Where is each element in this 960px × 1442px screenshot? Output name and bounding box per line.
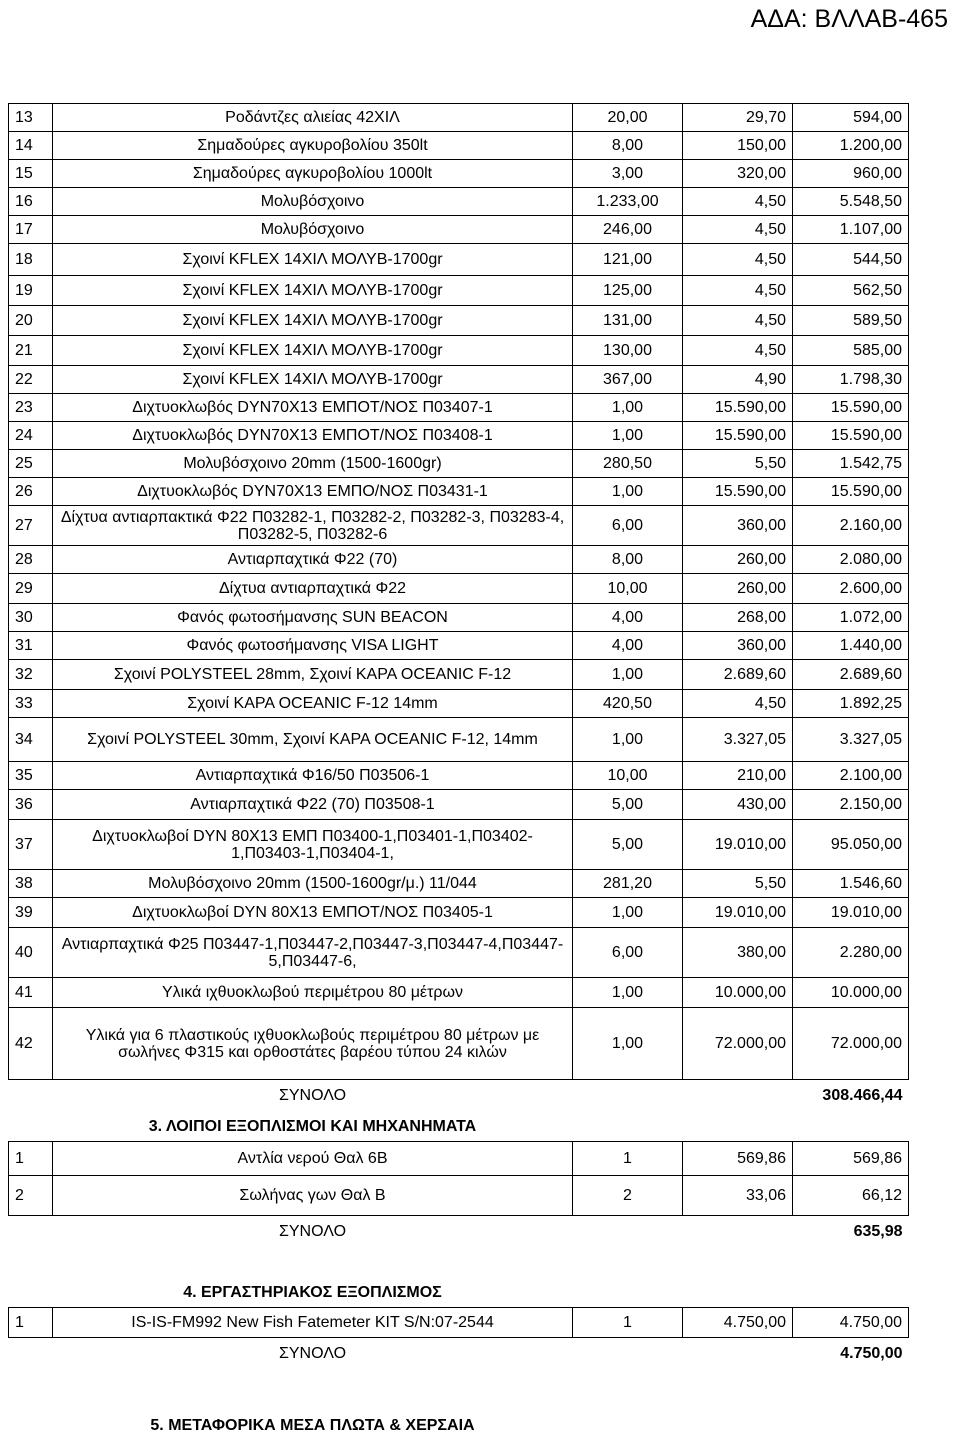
row-description: IS-IS-FM992 New Fish Fatemeter KIT S/N:07-2544 xyxy=(53,1308,573,1338)
section-heading: 5. ΜΕΤΑΦΟΡΙΚΑ ΜΕΣΑ ΠΛΩΤΑ & ΧΕΡΣΑΙΑ xyxy=(150,1416,475,1434)
row-number: 23 xyxy=(9,394,53,422)
section-heading: 3. ΛΟΙΠΟΙ ΕΞΟΠΛΙΣΜΟΙ ΚΑΙ ΜΗΧΑΝΗΜΑΤΑ xyxy=(148,1118,477,1135)
row-number: 2 xyxy=(9,1176,53,1216)
row-quantity: 2 xyxy=(573,1176,683,1216)
row-number: 28 xyxy=(9,546,53,574)
row-unit-price: 5,50 xyxy=(683,870,793,898)
row-description: Αντιαρπαχτικά Φ16/50 Π03506-1 xyxy=(53,762,573,790)
row-unit-price: 72.000,00 xyxy=(683,1008,793,1080)
row-total: 4.750,00 xyxy=(793,1308,909,1338)
row-total: 1.798,30 xyxy=(793,366,909,394)
row-unit-price: 15.590,00 xyxy=(683,422,793,450)
row-unit-price: 360,00 xyxy=(683,506,793,546)
row-number: 16 xyxy=(9,188,53,216)
row-unit-price: 260,00 xyxy=(683,546,793,574)
row-total: 562,50 xyxy=(793,276,909,306)
row-total: 1.200,00 xyxy=(793,132,909,160)
table-row xyxy=(9,632,909,660)
row-number: 30 xyxy=(9,604,53,632)
row-total: 594,00 xyxy=(793,104,909,132)
row-quantity: 1,00 xyxy=(573,478,683,506)
table-row xyxy=(9,690,909,718)
table-row xyxy=(9,336,909,366)
row-number: 41 xyxy=(9,978,53,1008)
table-row xyxy=(9,1008,909,1080)
row-description: Ροδάντζες αλιείας 42ΧΙΛ xyxy=(53,104,573,132)
row-unit-price: 260,00 xyxy=(683,574,793,604)
row-quantity: 5,00 xyxy=(573,820,683,870)
row-description: Αντιαρπαχτικά Φ22 (70) xyxy=(53,546,573,574)
row-total: 1.892,25 xyxy=(793,690,909,718)
items-table xyxy=(8,103,909,1440)
table-row xyxy=(9,478,909,506)
row-number: 36 xyxy=(9,790,53,820)
row-unit-price: 4,50 xyxy=(683,216,793,244)
row-unit-price: 4,50 xyxy=(683,690,793,718)
row-unit-price: 10.000,00 xyxy=(683,978,793,1008)
section-heading: 4. ΕΡΓΑΣΤΗΡΙΑΚΟΣ ΕΞΟΠΛΙΣΜΟΣ xyxy=(183,1284,442,1301)
row-total: 2.689,60 xyxy=(793,660,909,690)
row-description: Σημαδούρες αγκυροβολίου 350lt xyxy=(53,132,573,160)
row-quantity: 131,00 xyxy=(573,306,683,336)
row-quantity: 1,00 xyxy=(573,978,683,1008)
row-total: 2.600,00 xyxy=(793,574,909,604)
row-total: 1.542,75 xyxy=(793,450,909,478)
section-total-row xyxy=(9,1080,909,1112)
table-row xyxy=(9,820,909,870)
row-quantity: 1,00 xyxy=(573,394,683,422)
row-quantity: 1,00 xyxy=(573,1008,683,1080)
row-quantity: 8,00 xyxy=(573,132,683,160)
row-total: 2.160,00 xyxy=(793,506,909,546)
row-description: Δίχτυα αντιαρπακτικά Φ22 Π03282-1, Π03282-2, Π03282-3, Π03283-4, Π03282-5, Π03282-6 xyxy=(53,506,573,546)
table-row xyxy=(9,546,909,574)
table-row xyxy=(9,790,909,820)
row-total: 15.590,00 xyxy=(793,478,909,506)
section-heading-row xyxy=(9,1248,909,1308)
row-unit-price: 380,00 xyxy=(683,928,793,978)
row-unit-price: 4,50 xyxy=(683,188,793,216)
row-unit-price: 4.750,00 xyxy=(683,1308,793,1338)
row-quantity: 1,00 xyxy=(573,422,683,450)
row-unit-price: 320,00 xyxy=(683,160,793,188)
table-row xyxy=(9,422,909,450)
row-unit-price: 430,00 xyxy=(683,790,793,820)
row-quantity: 4,00 xyxy=(573,604,683,632)
row-total: 5.548,50 xyxy=(793,188,909,216)
row-description: Σχοινί KFLEX 14ΧΙΛ ΜΟΛΥΒ-1700gr xyxy=(53,244,573,276)
row-quantity: 367,00 xyxy=(573,366,683,394)
row-quantity: 5,00 xyxy=(573,790,683,820)
section-heading-row xyxy=(9,1112,909,1142)
table-row xyxy=(9,870,909,898)
row-unit-price: 19.010,00 xyxy=(683,898,793,928)
document-code: ΑΔΑ: ΒΛΛΑΒ-465 xyxy=(750,5,948,33)
row-description: Σχοινί KFLEX 14ΧΙΛ ΜΟΛΥΒ-1700gr xyxy=(53,336,573,366)
row-unit-price: 569,86 xyxy=(683,1142,793,1176)
row-quantity: 1 xyxy=(573,1142,683,1176)
row-description: Σχοινί POLYSTEEL 28mm, Σχοινί KAPA OCEANIC F-12 xyxy=(53,660,573,690)
row-quantity: 246,00 xyxy=(573,216,683,244)
table-row xyxy=(9,928,909,978)
row-description: Διχτυοκλωβός DYN70X13 ΕΜΠΟ/ΝΟΣ Π03431-1 xyxy=(53,478,573,506)
row-total: 1.107,00 xyxy=(793,216,909,244)
row-number: 33 xyxy=(9,690,53,718)
row-number: 22 xyxy=(9,366,53,394)
row-number: 35 xyxy=(9,762,53,790)
row-description: Διχτυοκλωβός DYN70X13 ΕΜΠΟΤ/ΝΟΣ Π03408-1 xyxy=(53,422,573,450)
row-unit-price: 4,50 xyxy=(683,244,793,276)
section-heading-row xyxy=(9,1370,909,1440)
table-row xyxy=(9,1176,909,1216)
row-description: Αντιαρπαχτικά Φ25 Π03447-1,Π03447-2,Π03447-3,Π03447-4,Π03447-5,Π03447-6, xyxy=(53,928,573,978)
row-number: 15 xyxy=(9,160,53,188)
row-number: 19 xyxy=(9,276,53,306)
row-total: 3.327,05 xyxy=(793,718,909,762)
row-quantity: 420,50 xyxy=(573,690,683,718)
table-row xyxy=(9,604,909,632)
section-total-value: 635,98 xyxy=(853,1223,903,1241)
row-number: 32 xyxy=(9,660,53,690)
row-number: 27 xyxy=(9,506,53,546)
row-description: Διχτυοκλωβοί DYN 80X13 ΕΜΠ Π03400-1,Π03401-1,Π03402-1,Π03403-1,Π03404-1, xyxy=(53,820,573,870)
row-description: Υλικά για 6 πλαστικούς ιχθυοκλωβούς περιμέτρου 80 μέτρων με σωλήνες Φ315 και ορθοστάτες βαρέου τύπου 24 κιλών xyxy=(53,1008,573,1080)
row-quantity: 8,00 xyxy=(573,546,683,574)
row-number: 26 xyxy=(9,478,53,506)
section-total-label: ΣΥΝΟΛΟ xyxy=(278,1223,347,1241)
table-row xyxy=(9,978,909,1008)
row-description: Σχοινί KFLEX 14ΧΙΛ ΜΟΛΥΒ-1700gr xyxy=(53,366,573,394)
row-description: Σημαδούρες αγκυροβολίου 1000lt xyxy=(53,160,573,188)
row-unit-price: 4,50 xyxy=(683,336,793,366)
row-unit-price: 15.590,00 xyxy=(683,394,793,422)
row-total: 15.590,00 xyxy=(793,394,909,422)
row-quantity: 20,00 xyxy=(573,104,683,132)
row-description: Υλικά ιχθυοκλωβού περιμέτρου 80 μέτρων xyxy=(53,978,573,1008)
row-total: 19.010,00 xyxy=(793,898,909,928)
table-row xyxy=(9,898,909,928)
row-description: Σχοινί KFLEX 14ΧΙΛ ΜΟΛΥΒ-1700gr xyxy=(53,276,573,306)
row-quantity: 10,00 xyxy=(573,574,683,604)
table-row xyxy=(9,1308,909,1338)
table-row xyxy=(9,660,909,690)
row-number: 38 xyxy=(9,870,53,898)
table-row xyxy=(9,450,909,478)
table-row xyxy=(9,104,909,132)
section-total-value: 308.466,44 xyxy=(822,1087,903,1105)
row-description: Διχτυοκλωβοί DYN 80X13 ΕΜΠΟΤ/ΝΟΣ Π03405-1 xyxy=(53,898,573,928)
row-quantity: 1,00 xyxy=(573,718,683,762)
table-row xyxy=(9,216,909,244)
row-unit-price: 4,50 xyxy=(683,306,793,336)
row-number: 24 xyxy=(9,422,53,450)
row-description: Αντλία νερού Θαλ 6Β xyxy=(53,1142,573,1176)
row-number: 39 xyxy=(9,898,53,928)
row-number: 40 xyxy=(9,928,53,978)
table-row xyxy=(9,306,909,336)
row-quantity: 125,00 xyxy=(573,276,683,306)
row-description: Μολυβόσχοινο 20mm (1500-1600gr) xyxy=(53,450,573,478)
table-row xyxy=(9,276,909,306)
table-row xyxy=(9,188,909,216)
row-unit-price: 19.010,00 xyxy=(683,820,793,870)
row-unit-price: 268,00 xyxy=(683,604,793,632)
row-total: 2.100,00 xyxy=(793,762,909,790)
row-quantity: 281,20 xyxy=(573,870,683,898)
section-total-value: 4.750,00 xyxy=(840,1345,903,1363)
row-description: Σχοινί KFLEX 14ΧΙΛ ΜΟΛΥΒ-1700gr xyxy=(53,306,573,336)
row-description: Σχοινί POLYSTEEL 30mm, Σχοινί KAPA OCEANIC F-12, 14mm xyxy=(53,718,573,762)
row-total: 95.050,00 xyxy=(793,820,909,870)
table-row xyxy=(9,718,909,762)
row-unit-price: 33,06 xyxy=(683,1176,793,1216)
row-number: 31 xyxy=(9,632,53,660)
row-quantity: 130,00 xyxy=(573,336,683,366)
row-quantity: 10,00 xyxy=(573,762,683,790)
row-number: 17 xyxy=(9,216,53,244)
section-total-row xyxy=(9,1216,909,1248)
table-row xyxy=(9,394,909,422)
row-number: 20 xyxy=(9,306,53,336)
table-row xyxy=(9,132,909,160)
row-description: Φανός φωτοσήμανσης SUN BEACON xyxy=(53,604,573,632)
row-quantity: 6,00 xyxy=(573,506,683,546)
row-total: 15.590,00 xyxy=(793,422,909,450)
row-quantity: 3,00 xyxy=(573,160,683,188)
table-row xyxy=(9,762,909,790)
section-total-label: ΣΥΝΟΛΟ xyxy=(278,1087,347,1105)
row-number: 13 xyxy=(9,104,53,132)
table-row xyxy=(9,244,909,276)
row-description: Μολυβόσχοινο 20mm (1500-1600gr/μ.) 11/044 xyxy=(53,870,573,898)
row-quantity: 4,00 xyxy=(573,632,683,660)
table-row xyxy=(9,160,909,188)
row-unit-price: 2.689,60 xyxy=(683,660,793,690)
row-total: 589,50 xyxy=(793,306,909,336)
section-total-label: ΣΥΝΟΛΟ xyxy=(278,1345,347,1363)
row-total: 1.546,60 xyxy=(793,870,909,898)
table-row xyxy=(9,506,909,546)
row-description: Δίχτυα αντιαρπαχτικά Φ22 xyxy=(53,574,573,604)
row-unit-price: 210,00 xyxy=(683,762,793,790)
row-unit-price: 29,70 xyxy=(683,104,793,132)
row-number: 18 xyxy=(9,244,53,276)
row-quantity: 280,50 xyxy=(573,450,683,478)
row-total: 66,12 xyxy=(793,1176,909,1216)
table-row xyxy=(9,366,909,394)
row-total: 2.080,00 xyxy=(793,546,909,574)
row-description: Μολυβόσχοινο xyxy=(53,216,573,244)
row-description: Αντιαρπαχτικά Φ22 (70) Π03508-1 xyxy=(53,790,573,820)
row-number: 37 xyxy=(9,820,53,870)
row-number: 25 xyxy=(9,450,53,478)
row-quantity: 121,00 xyxy=(573,244,683,276)
row-quantity: 1.233,00 xyxy=(573,188,683,216)
row-total: 72.000,00 xyxy=(793,1008,909,1080)
row-total: 585,00 xyxy=(793,336,909,366)
row-number: 1 xyxy=(9,1142,53,1176)
row-quantity: 6,00 xyxy=(573,928,683,978)
row-unit-price: 3.327,05 xyxy=(683,718,793,762)
row-description: Σχοινί KAPA OCEANIC F-12 14mm xyxy=(53,690,573,718)
row-quantity: 1,00 xyxy=(573,660,683,690)
row-number: 1 xyxy=(9,1308,53,1338)
row-total: 1.440,00 xyxy=(793,632,909,660)
row-number: 34 xyxy=(9,718,53,762)
section-total-row xyxy=(9,1338,909,1370)
items-table-body xyxy=(9,104,909,1440)
row-description: Μολυβόσχοινο xyxy=(53,188,573,216)
row-total: 2.280,00 xyxy=(793,928,909,978)
row-unit-price: 150,00 xyxy=(683,132,793,160)
row-total: 960,00 xyxy=(793,160,909,188)
row-unit-price: 5,50 xyxy=(683,450,793,478)
row-total: 10.000,00 xyxy=(793,978,909,1008)
row-unit-price: 360,00 xyxy=(683,632,793,660)
row-total: 544,50 xyxy=(793,244,909,276)
row-total: 2.150,00 xyxy=(793,790,909,820)
row-quantity: 1 xyxy=(573,1308,683,1338)
row-total: 569,86 xyxy=(793,1142,909,1176)
row-total: 1.072,00 xyxy=(793,604,909,632)
row-unit-price: 15.590,00 xyxy=(683,478,793,506)
row-number: 14 xyxy=(9,132,53,160)
row-description: Σωλήνας γων Θαλ Β xyxy=(53,1176,573,1216)
row-number: 21 xyxy=(9,336,53,366)
row-unit-price: 4,90 xyxy=(683,366,793,394)
row-number: 42 xyxy=(9,1008,53,1080)
row-number: 29 xyxy=(9,574,53,604)
table-row xyxy=(9,574,909,604)
row-unit-price: 4,50 xyxy=(683,276,793,306)
row-description: Διχτυοκλωβός DYN70X13 ΕΜΠΟΤ/ΝΟΣ Π03407-1 xyxy=(53,394,573,422)
row-description: Φανός φωτοσήμανσης VISA LIGHT xyxy=(53,632,573,660)
row-quantity: 1,00 xyxy=(573,898,683,928)
table-row xyxy=(9,1142,909,1176)
